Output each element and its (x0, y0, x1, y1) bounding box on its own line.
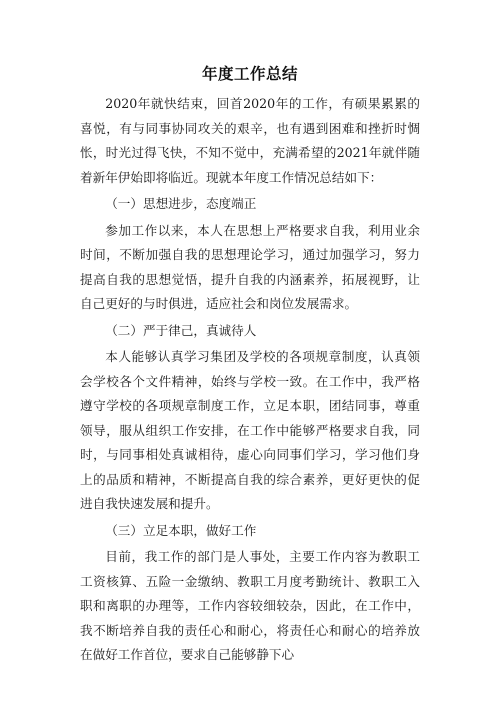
document-title: 年度工作总结 (201, 65, 298, 83)
section-3-heading: （三）立足本职，做好工作 (105, 522, 257, 538)
section-2-body: 本人能够认真学习集团及学校的各项规章制度，认真领会学校各个文件精神，始终与学校一致。在工作中，我严格遵守学校的各项规章制度工作，立足本职，团结同事，尊重领导，服从组织工作安排，在工作中能够严格要求自我，同时，与同事相处真诚相待，虚心向同事们学习，学习他们身上的品质和精神，不断提高自我的综合素养，更好更快的促进自我快速发展和提升。 (80, 349, 420, 511)
section-1-body: 参加工作以来，本人在思想上严格要求自我，利用业余时间，不断加强自我的思想理论学习，通过加强学习，努力提高自我的思想觉悟，提升自我的内涵素养，拓展视野，让自己更好的与时俱进，适应社会和岗位发展需求。 (80, 222, 420, 311)
document-body (80, 92, 420, 668)
section-2-heading: （二）严于律己，真诚待人 (105, 322, 257, 338)
section-1-heading: （一）思想进步，态度端正 (105, 196, 257, 211)
section-3-body: 目前，我工作的部门是人事处，主要工作内容为教职工工资核算、五险一金缴纳、教职工月度考勤统计、教职工入职和离职的办理等，工作内容较细较杂，因此，在工作中，我不断培养自我的责任心和耐心，将责任心和耐心的培养放在做好工作首位，要求自己能够静下心 (80, 549, 420, 662)
intro-paragraph: 2020年就快结束，回首2020年的工作，有硕果累累的喜悦，有与同事协同攻关的艰辛，也有遇到困难和挫折时惆怅，时光过得飞快，不知不觉中，充满希望的2021年就伴随着新年伊始即将临近。现就本年度工作情况总结如下： (80, 96, 420, 185)
